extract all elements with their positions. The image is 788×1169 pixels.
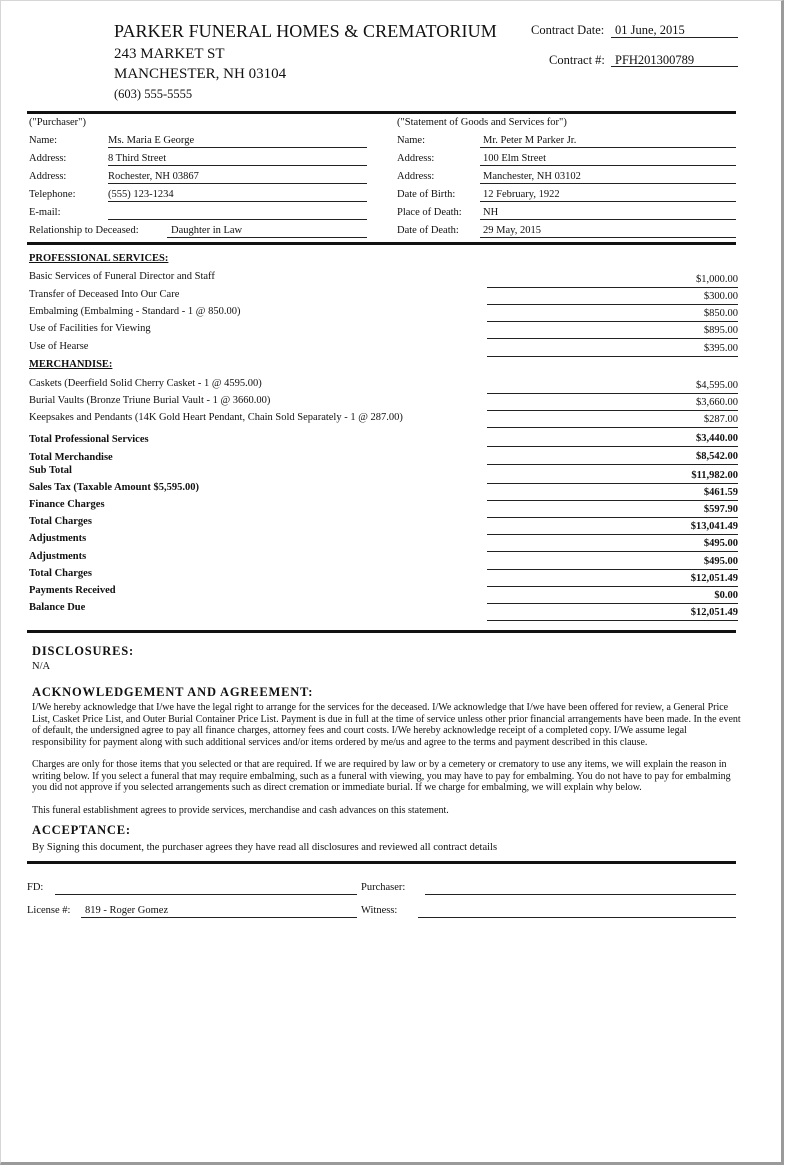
purchaser-signature-label: Purchaser:	[361, 882, 406, 893]
info-rule	[27, 242, 736, 245]
relationship-value: Daughter in Law	[171, 225, 243, 236]
acceptance-text: By Signing this document, the purchaser agrees they have read all disclosures and reviewed all contract details	[32, 842, 498, 853]
purchaser-address1: 8 Third Street	[108, 153, 167, 164]
service-amount: $300.00	[487, 291, 738, 305]
contract-date-underline	[611, 37, 738, 38]
total-amount: $597.90	[487, 504, 738, 518]
purchaser-address-label: Address:	[29, 153, 67, 164]
total-amount: $495.00	[487, 538, 738, 552]
company-city: MANCHESTER, NH 03104	[114, 66, 287, 82]
acknowledgement-heading: ACKNOWLEDGEMENT AND AGREEMENT:	[32, 685, 314, 699]
merchandise-heading: MERCHANDISE:	[29, 359, 113, 370]
service-label: Embalming (Embalming - Standard - 1 @ 850.00)	[29, 306, 241, 317]
relationship-line	[167, 237, 367, 238]
total-label: Total Charges	[29, 516, 92, 527]
service-amount: $1,000.00	[487, 274, 738, 288]
total-label: Total Professional Services	[29, 434, 149, 445]
company-phone: (603) 555-5555	[114, 87, 193, 101]
dod-value: 29 May, 2015	[483, 225, 541, 236]
acknowledgement-paragraph-1: I/We hereby acknowledge that I/we have the legal right to arrange for the services for the deceased. I/We acknowledge that I/we have been offered for review, a General Price List, Casket Price List, and Outer Burial Container Price List. Payment is due in full at the time of service unless other prior financial arrangements have been made. In the event of default, the undersigned agree to pay all finance charges, attorney fees and court costs. I/We hereby acknowledge receipt of a completed copy. I/We assume legal responsibility for payment along with such additional services and/or items ordered by me/us and agree to the terms and payment described in this clause.	[32, 702, 741, 749]
balance-due-amount: $12,051.49	[487, 607, 738, 621]
acceptance-heading: ACCEPTANCE:	[32, 823, 131, 837]
contract-date-label: Contract Date:	[531, 23, 605, 37]
purchaser-email-line	[108, 219, 367, 220]
contract-number-value: PFH201300789	[615, 53, 695, 67]
total-label: Total Merchandise	[29, 452, 113, 463]
service-amount: $895.00	[487, 325, 738, 339]
purchaser-signature-line[interactable]	[425, 894, 736, 895]
total-label: Total Charges	[29, 568, 92, 579]
total-label: Adjustments	[29, 533, 87, 544]
merchandise-label: Caskets (Deerfield Solid Cherry Casket - 1 @ 4595.00)	[29, 378, 262, 389]
purchaser-heading: ("Purchaser")	[29, 117, 86, 128]
contract-date-value: 01 June, 2015	[615, 23, 685, 37]
license-label: License #:	[27, 905, 71, 916]
purchaser-address2: Rochester, NH 03867	[108, 171, 199, 182]
merchandise-label: Burial Vaults (Bronze Triune Burial Vault - 1 @ 3660.00)	[29, 395, 271, 406]
purchaser-address2-label: Address:	[29, 171, 67, 182]
merchandise-label: Keepsakes and Pendants (14K Gold Heart Pendant, Chain Sold Separately - 1 @ 287.00)	[29, 412, 403, 423]
service-amount: $395.00	[487, 343, 738, 357]
pod-line	[480, 219, 736, 220]
total-amount: $0.00	[487, 590, 738, 604]
professional-services-heading: PROFESSIONAL SERVICES:	[29, 253, 169, 264]
purchaser-telephone-line	[108, 201, 367, 202]
purchaser-address1-line	[108, 165, 367, 166]
fd-label: FD:	[27, 882, 44, 893]
acknowledgement-paragraph-2: Charges are only for those items that you selected or that are required. If we are required by law or by a cemetery or crematory to use any items, we will explain the reason in writing below. If you select a funeral that may require embalming, such as a funeral with viewing, you may have to pay for embalming. You do not have to pay for embalming you did not approve if you selected arrangements such as direct cremation or immediate burial. If we charge for embalming, we will explain why below.	[32, 759, 731, 794]
contract-number-underline	[611, 66, 738, 67]
witness-signature-line[interactable]	[418, 917, 736, 918]
purchaser-email-label: E-mail:	[29, 207, 61, 218]
deceased-address-label: Address:	[397, 153, 435, 164]
acknowledgement-paragraph-3: This funeral establishment agrees to provide services, merchandise and cash advances on this statement.	[32, 805, 449, 816]
deceased-address2-line	[480, 183, 736, 184]
total-amount: $3,440.00	[487, 433, 738, 447]
header-rule	[27, 111, 736, 114]
total-label: Finance Charges	[29, 499, 105, 510]
company-name: PARKER FUNERAL HOMES & CREMATORIUM	[114, 21, 497, 41]
service-label: Use of Hearse	[29, 341, 89, 352]
deceased-name: Mr. Peter M Parker Jr.	[483, 135, 577, 146]
service-label: Transfer of Deceased Into Our Care	[29, 289, 180, 300]
license-line[interactable]	[81, 917, 357, 918]
purchaser-telephone-label: Telephone:	[29, 189, 76, 200]
purchaser-name-line	[108, 147, 367, 148]
fd-signature-line[interactable]	[55, 894, 357, 895]
deceased-address2-label: Address:	[397, 171, 435, 182]
dob-value: 12 February, 1922	[483, 189, 560, 200]
purchaser-telephone: (555) 123-1234	[108, 189, 174, 200]
merchandise-amount: $287.00	[487, 414, 738, 428]
dod-label: Date of Death:	[397, 225, 459, 236]
deceased-name-label: Name:	[397, 135, 425, 146]
totals-rule	[27, 630, 736, 633]
disclosures-text: N/A	[32, 661, 51, 672]
total-label: Sales Tax (Taxable Amount $5,595.00)	[29, 482, 199, 493]
merchandise-amount: $3,660.00	[487, 397, 738, 411]
license-value: 819 - Roger Gomez	[85, 905, 169, 916]
acceptance-rule	[27, 861, 736, 864]
purchaser-name-label: Name:	[29, 135, 57, 146]
deceased-heading: ("Statement of Goods and Services for")	[397, 117, 567, 128]
merchandise-amount: $4,595.00	[487, 380, 738, 394]
deceased-address1-line	[480, 165, 736, 166]
total-amount: $495.00	[487, 556, 738, 570]
company-street: 243 MARKET ST	[114, 46, 225, 62]
deceased-name-line	[480, 147, 736, 148]
total-amount: $11,982.00	[487, 470, 738, 484]
service-label: Use of Facilities for Viewing	[29, 323, 151, 334]
dob-line	[480, 201, 736, 202]
dod-line	[480, 237, 736, 238]
total-amount: $461.59	[487, 487, 738, 501]
total-amount: $12,051.49	[487, 573, 738, 587]
service-amount: $850.00	[487, 308, 738, 322]
relationship-label: Relationship to Deceased:	[29, 225, 139, 236]
total-label: Adjustments	[29, 551, 87, 562]
pod-label: Place of Death:	[397, 207, 462, 218]
deceased-address2: Manchester, NH 03102	[483, 171, 581, 182]
total-amount: $8,542.00	[487, 451, 738, 465]
purchaser-name: Ms. Maria E George	[108, 135, 195, 146]
service-label: Basic Services of Funeral Director and Staff	[29, 271, 215, 282]
total-amount: $13,041.49	[487, 521, 738, 535]
balance-due-label: Balance Due	[29, 602, 86, 613]
purchaser-address2-line	[108, 183, 367, 184]
total-label: Payments Received	[29, 585, 116, 596]
dob-label: Date of Birth:	[397, 189, 456, 200]
disclosures-heading: DISCLOSURES:	[32, 644, 134, 658]
contract-number-label: Contract #:	[549, 53, 605, 67]
total-label: Sub Total	[29, 465, 72, 476]
deceased-address1: 100 Elm Street	[483, 153, 546, 164]
pod-value: NH	[483, 207, 499, 218]
witness-label: Witness:	[361, 905, 398, 916]
